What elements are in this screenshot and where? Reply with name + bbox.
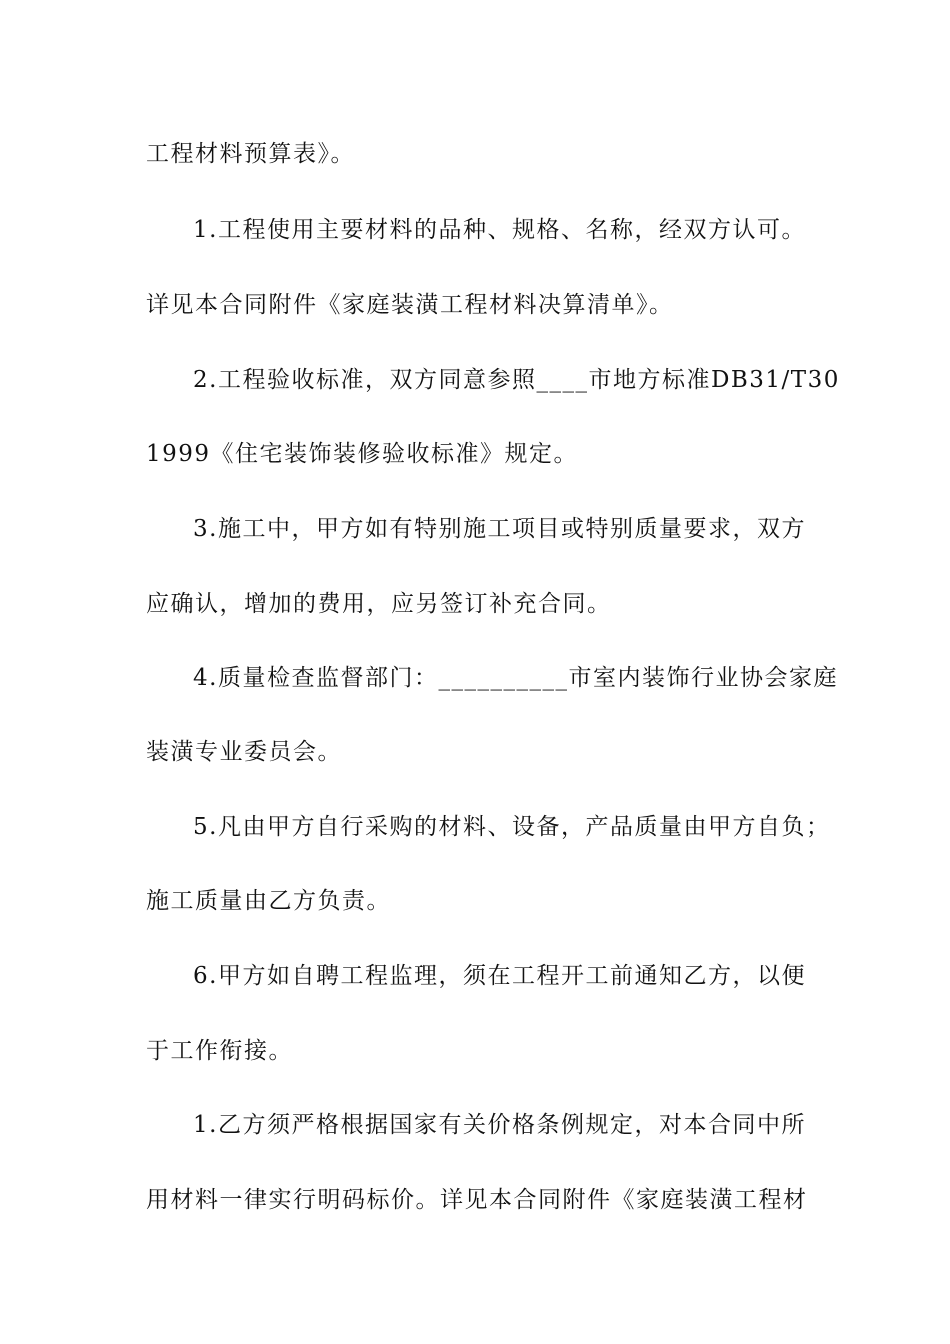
text-line: 3.施工中，甲方如有特别施工项目或特别质量要求，双方 [193, 516, 806, 542]
text-line: 6.甲方如自聘工程监理，须在工程开工前通知乙方，以便 [193, 963, 806, 989]
text-line: 于工作衔接。 [146, 1038, 293, 1064]
text-line: 5.凡由甲方自行采购的材料、设备，产品质量由甲方自负； [193, 814, 831, 840]
text-line: 详见本合同附件《家庭装潢工程材料决算清单》。 [146, 292, 674, 318]
text-line: 工程材料预算表》。 [146, 141, 355, 167]
text-line: 装潢专业委员会。 [146, 739, 342, 765]
text-line: 1.工程使用主要材料的品种、规格、名称，经双方认可。 [193, 217, 806, 243]
text-line: 用材料一律实行明码标价。详见本合同附件《家庭装潢工程材 [146, 1187, 808, 1213]
text-line: 4.质量检查监督部门：__________市室内装饰行业协会家庭 [193, 665, 838, 691]
text-line: 1.乙方须严格根据国家有关价格条例规定，对本合同中所 [193, 1112, 806, 1138]
text-line: 1999《住宅装饰装修验收标准》规定。 [146, 441, 579, 467]
text-line: 2.工程验收标准，双方同意参照____市地方标准DB31/T30 [193, 367, 840, 393]
text-line: 施工质量由乙方负责。 [146, 888, 391, 914]
text-line: 应确认，增加的费用，应另签订补充合同。 [146, 591, 612, 617]
